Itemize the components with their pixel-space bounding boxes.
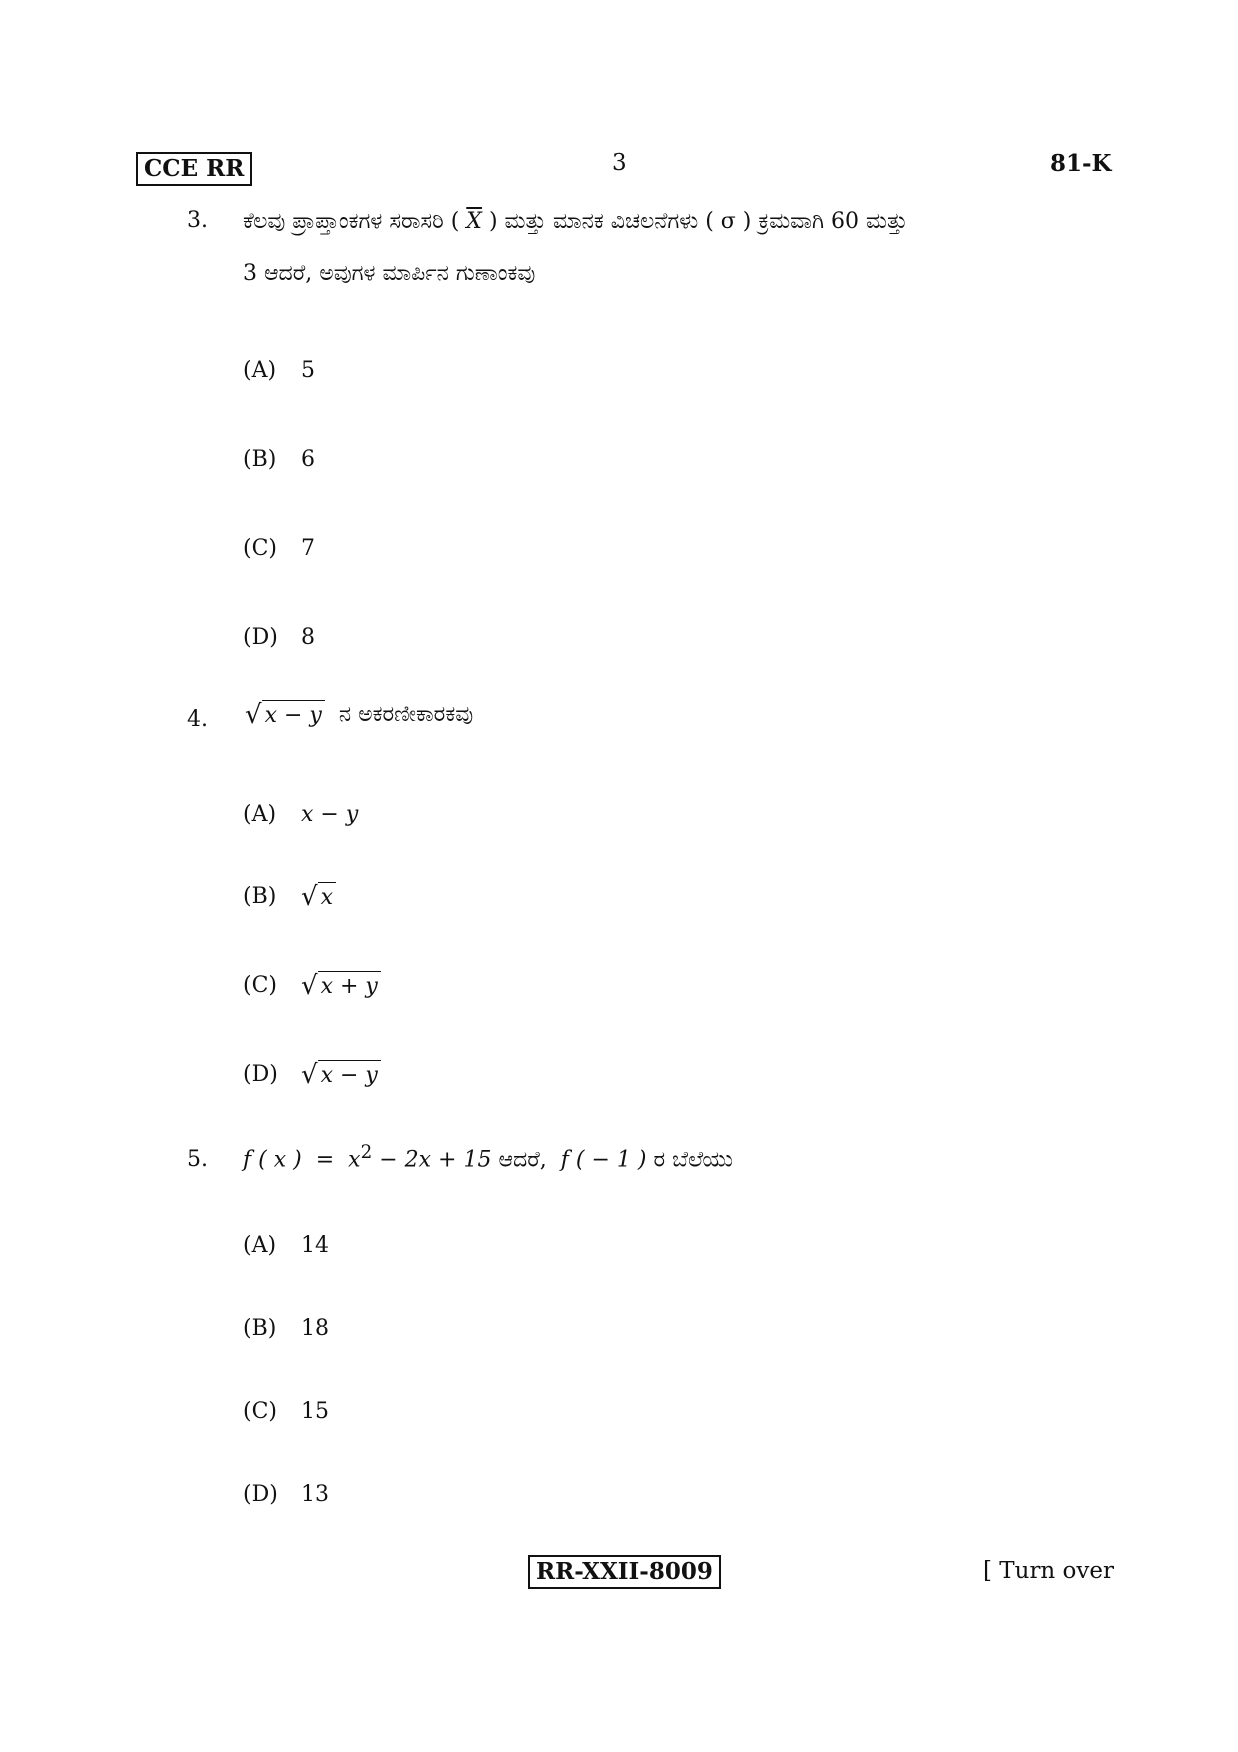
q4-option-d <box>243 1060 381 1090</box>
q5-option-a <box>243 1233 329 1258</box>
question-5-number: 5. <box>187 1147 208 1172</box>
q3-option-a <box>243 358 315 383</box>
option-value: 14 <box>301 1233 329 1258</box>
q3-option-c <box>243 536 315 561</box>
option-value: 13 <box>301 1482 329 1507</box>
question-5-text <box>243 1142 733 1172</box>
question-3-number: 3. <box>187 208 208 233</box>
mean-symbol: $\overline{X}$ <box>466 209 482 234</box>
x-variable: x <box>348 1147 361 1173</box>
option-sqrt: √ x − y <box>301 1060 381 1090</box>
paper-code-box: CCE RR <box>136 152 252 186</box>
question-5-text-mid: ಆದರೆ, <box>498 1147 547 1173</box>
q3-option-b <box>243 447 315 472</box>
option-value: 15 <box>301 1399 329 1424</box>
option-label: (B) <box>243 884 277 909</box>
option-sqrt: √ x <box>301 882 336 912</box>
option-value: 8 <box>301 625 315 650</box>
q4-option-a <box>243 802 358 827</box>
q5-option-b <box>243 1316 329 1341</box>
function-value: f ( − 1 ) <box>560 1147 647 1173</box>
equals-sign: = <box>315 1147 335 1173</box>
q5-option-c <box>243 1399 329 1424</box>
q5-option-d <box>243 1482 329 1507</box>
question-3-text-part2: ) ಮತ್ತು ಮಾನಕ ವಿಚಲನೆಗಳು ( σ ) ಕ್ರಮವಾಗಿ 60 ಮತ್ತು <box>488 209 908 234</box>
question-4-number: 4. <box>187 707 208 732</box>
option-value: 18 <box>301 1316 329 1341</box>
option-label: (B) <box>243 1316 277 1341</box>
sqrt-expression: √ x − y <box>245 700 325 730</box>
option-sqrt: √ x + y <box>301 971 381 1001</box>
question-3-text-part1: ಕೆಲವು ಪ್ರಾಪ್ತಾಂಕಗಳ ಸರಾಸರಿ ( <box>243 209 460 234</box>
question-3-text-line2: 3 ಆದರೆ, ಅವುಗಳ ಮಾರ್ಪಿನ ಗುಣಾಂಕವು <box>243 261 536 286</box>
option-value: x − y <box>301 802 359 827</box>
q4-option-b <box>243 882 336 912</box>
option-label: (D) <box>243 1062 278 1087</box>
option-value: 6 <box>301 447 315 472</box>
function-expression: f ( x ) <box>243 1147 302 1173</box>
question-3-text <box>243 196 1103 300</box>
turn-over-text: [ Turn over <box>983 1558 1115 1584</box>
question-5-text-end: ರ ಬೆಲೆಯು <box>653 1147 733 1173</box>
option-value: 7 <box>301 536 315 561</box>
page-number: 3 <box>612 150 627 176</box>
option-label: (C) <box>243 536 277 561</box>
polynomial-rest: − 2x + 15 <box>379 1147 492 1173</box>
option-label: (C) <box>243 1399 277 1424</box>
option-label: (D) <box>243 1482 278 1507</box>
option-label: (A) <box>243 1233 277 1258</box>
question-4-label: ನ ಅಕರಣೀಕಾರಕವು <box>338 702 474 727</box>
q3-option-d <box>243 625 315 650</box>
option-label: (B) <box>243 447 277 472</box>
option-label: (A) <box>243 802 277 827</box>
option-value: 5 <box>301 358 315 383</box>
question-4-text <box>245 700 473 730</box>
option-label: (D) <box>243 625 278 650</box>
footer-code-box: RR-XXII-8009 <box>528 1555 721 1589</box>
exponent: 2 <box>360 1142 373 1163</box>
option-label: (A) <box>243 358 277 383</box>
q4-option-c <box>243 971 381 1001</box>
option-label: (C) <box>243 973 277 998</box>
subject-code: 81-K <box>1050 150 1112 177</box>
